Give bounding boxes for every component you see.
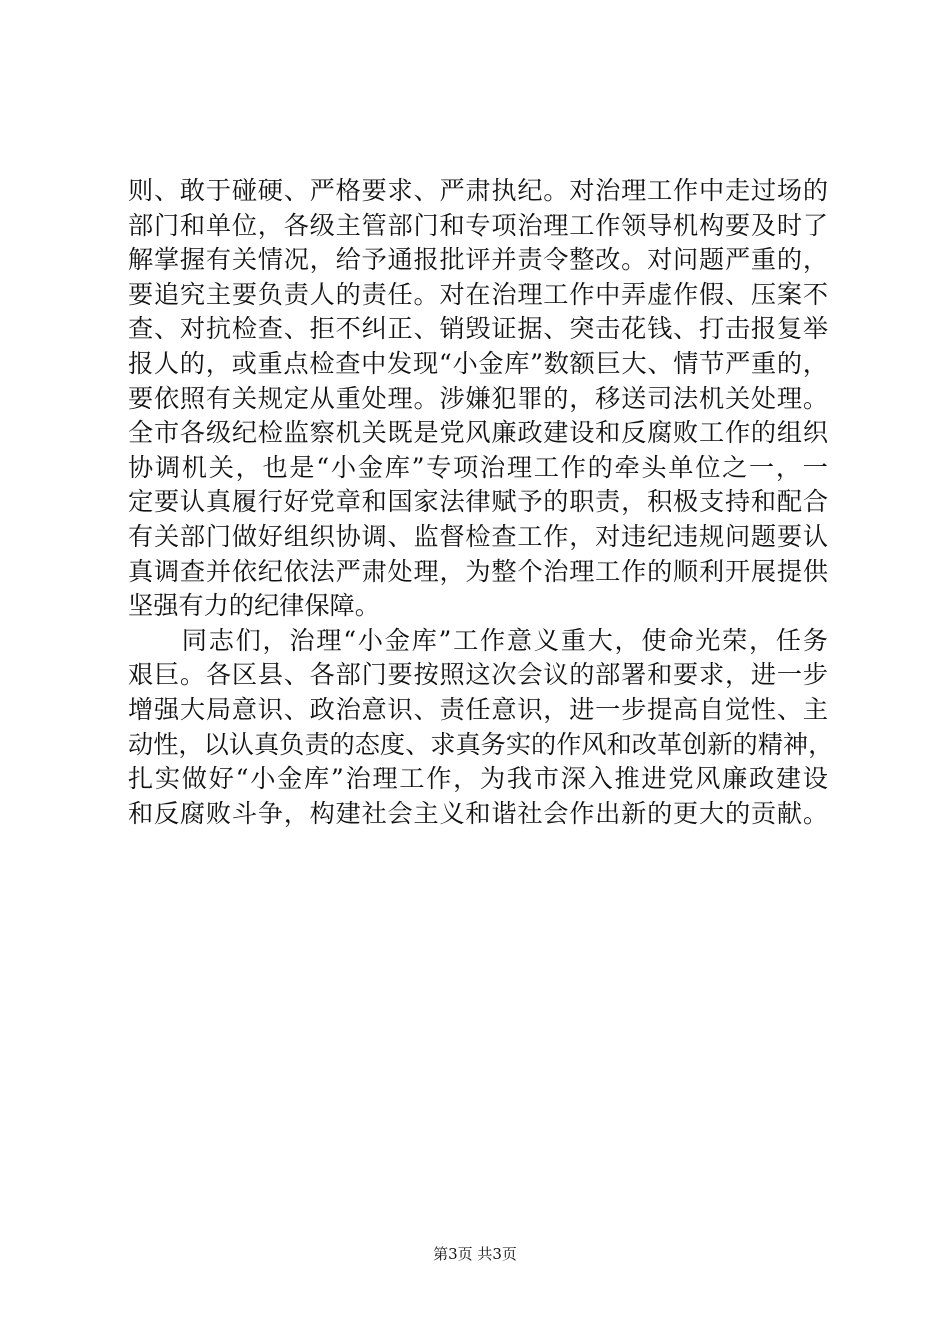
text-line: 全市各级纪检监察机关既是党风廉政建设和反腐败工作的组织 xyxy=(128,418,828,448)
text-line: 部门和单位，各级主管部门和专项治理工作领导机构要及时了 xyxy=(128,210,828,240)
text-line: 艰巨。各区县、各部门要按照这次会议的部署和要求，进一步 xyxy=(128,660,828,690)
text-line: 动性，以认真负责的态度、求真务实的作风和改革创新的精神， xyxy=(128,729,834,759)
text-line: 增强大局意识、政治意识、责任意识，进一步提高自觉性、主 xyxy=(128,694,828,724)
text-line: 要追究主要负责人的责任。对在治理工作中弄虚作假、压案不 xyxy=(128,279,828,309)
text-line: 有关部门做好组织协调、监督检查工作，对违纪违规问题要认 xyxy=(128,521,828,551)
text-line: 报人的，或重点检查中发现“小金库”数额巨大、情节严重的， xyxy=(128,348,828,378)
text-line: 解掌握有关情况，给予通报批评并责令整改。对问题严重的， xyxy=(128,245,828,275)
paragraph-end-line: 坚强有力的纪律保障。 xyxy=(128,591,380,621)
text-line: 协调机关，也是“小金库”专项治理工作的牵头单位之一，一 xyxy=(128,452,828,482)
text-line: 真调查并依纪依法严肃处理，为整个治理工作的顺利开展提供 xyxy=(128,556,828,586)
text-line: 定要认真履行好党章和国家法律赋予的职责，积极支持和配合 xyxy=(128,487,828,517)
text-line: 扎实做好“小金库”治理工作，为我市深入推进党风廉政建设 xyxy=(128,764,828,794)
text-line: 同志们，治理“小金库”工作意义重大，使命光荣，任务 xyxy=(128,625,828,655)
paragraph-end-line: 和反腐败斗争，构建社会主义和谐社会作出新的更大的贡献。 xyxy=(128,798,828,828)
text-line: 要依照有关规定从重处理。涉嫌犯罪的，移送司法机关处理。 xyxy=(128,383,828,413)
text-line: 查、对抗检查、拒不纠正、销毁证据、突击花钱、打击报复举 xyxy=(128,314,828,344)
text-line: 则、敢于碰硬、严格要求、严肃执纪。对治理工作中走过场的 xyxy=(128,176,828,205)
page-footer: 第3页 共3页 xyxy=(433,1245,517,1263)
body-text xyxy=(128,174,834,831)
